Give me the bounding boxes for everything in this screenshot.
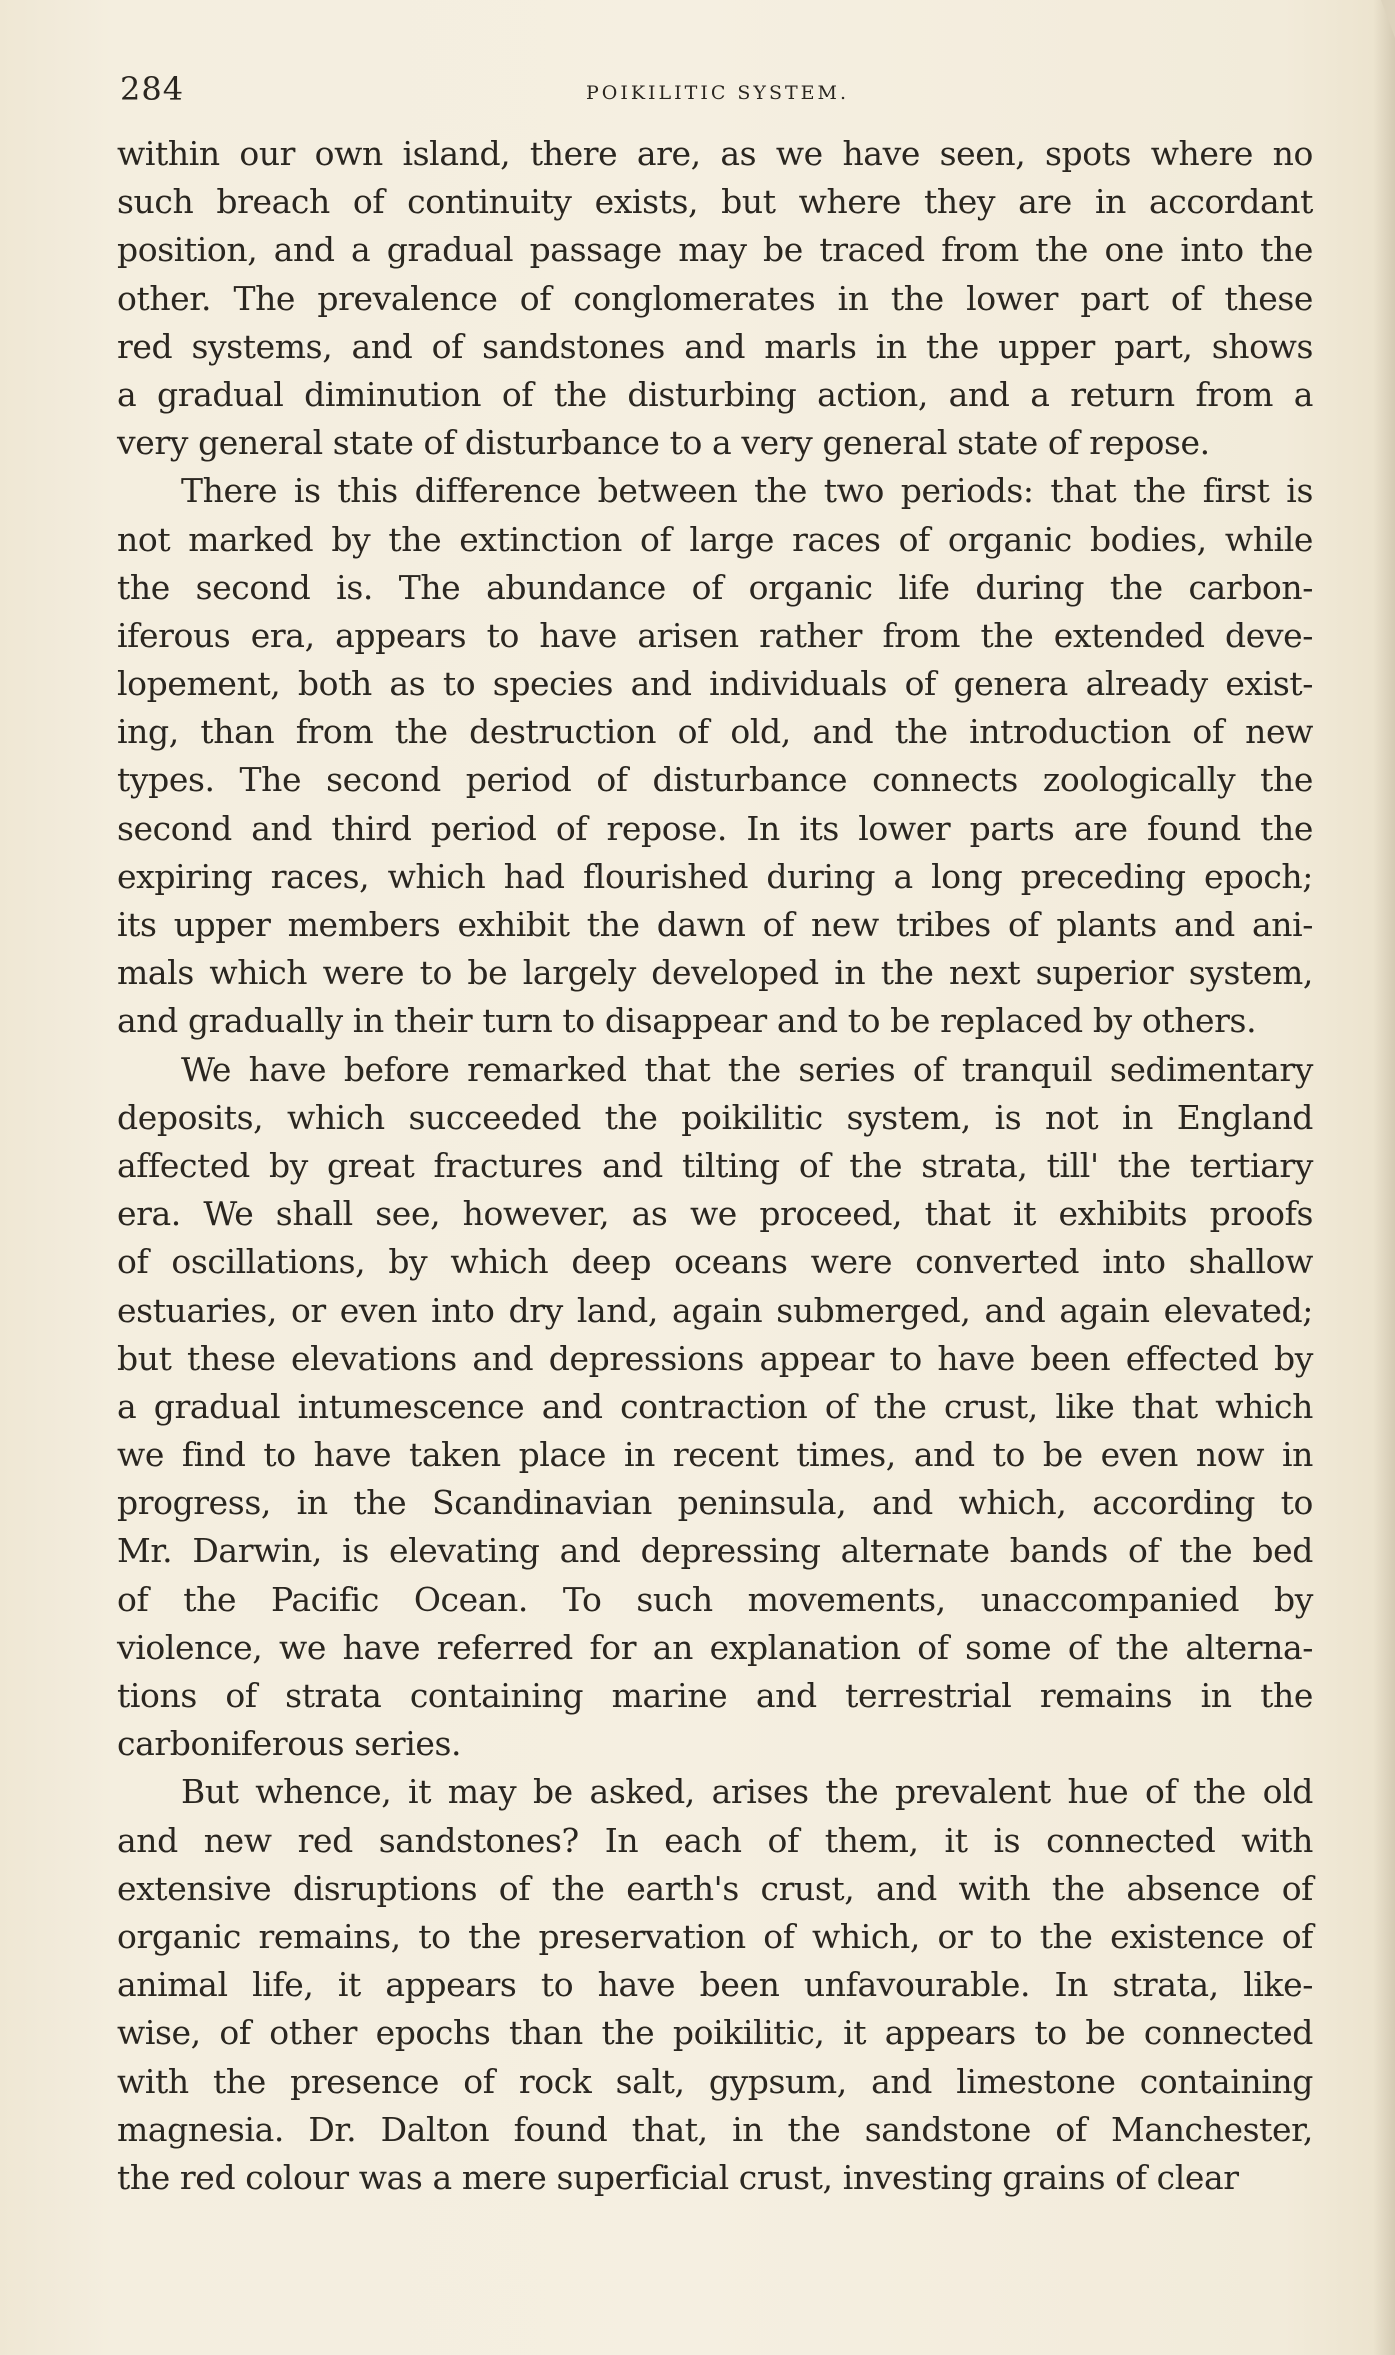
text-line: of oscillations, by which deep oceans were converted into shallow (117, 1242, 1313, 1282)
text-line: era. We shall see, however, as we proceed, that it exhibits proofs (117, 1194, 1313, 1234)
text-line: expiring races, which had flourished during a long preceding epoch; (117, 856, 1313, 896)
text-line: progress, in the Scandinavian peninsula, and which, according to (117, 1483, 1313, 1523)
text-line: wise, of other epochs than the poikilitic, it appears to be connected (117, 2013, 1313, 2053)
text-line: tions of strata containing marine and terrestrial remains in the (117, 1676, 1313, 1715)
paragraph (117, 130, 1313, 467)
text-line: its upper members exhibit the dawn of new tribes of plants and ani- (117, 905, 1313, 944)
text-line: the second is. The abundance of organic life during the carbon- (117, 567, 1313, 607)
running-title: POIKILITIC SYSTEM. (585, 82, 850, 104)
paragraph (117, 467, 1313, 1045)
text-line: Mr. Darwin, is elevating and depressing alternate bands of the bed (117, 1531, 1313, 1571)
text-line: and gradually in their turn to disappear and to be replaced by others. (117, 1001, 1257, 1041)
text-line: But whence, it may be asked, arises the prevalent hue of the old (181, 1772, 1313, 1812)
text-line: affected by great fractures and tilting of the strata, till' the tertiary (117, 1145, 1313, 1185)
text-line: iferous era, appears to have arisen rather from the extended deve- (117, 615, 1313, 655)
text-line: such breach of continuity exists, but where they are in accordant (117, 182, 1313, 222)
paragraph (117, 1768, 1313, 2202)
text-line: carboniferous series. (117, 1724, 462, 1764)
text-line: We have before remarked that the series of tranquil sedimentary (181, 1049, 1313, 1089)
text-line: extensive disruptions of the earth's crust, and with the absence of (117, 1868, 1313, 1908)
text-line: deposits, which succeeded the poikilitic system, is not in England (117, 1097, 1313, 1137)
text-line: ing, than from the destruction of old, and the introduction of new (117, 712, 1313, 752)
running-head (120, 70, 1315, 110)
text-line: within our own island, there are, as we have seen, spots where no (117, 134, 1313, 173)
text-line: animal life, it appears to have been unfavourable. In strata, like- (117, 1965, 1313, 2005)
text-line: There is this difference between the two periods: that the first is (181, 471, 1313, 511)
text-line: other. The prevalence of conglomerates in the lower part of these (117, 278, 1313, 318)
text-line: red systems, and of sandstones and marls in the upper part, shows (117, 326, 1313, 366)
text-line: very general state of disturbance to a very general state of repose. (117, 423, 1210, 463)
text-line: a gradual diminution of the disturbing action, and a return from a (117, 374, 1313, 414)
text-line: lopement, both as to species and individuals of genera already exist- (117, 664, 1313, 704)
text-line: not marked by the extinction of large races of organic bodies, while (117, 519, 1313, 559)
text-line: position, and a gradual passage may be traced from the one into the (117, 230, 1313, 270)
text-line: a gradual intumescence and contraction of the crust, like that which (117, 1386, 1313, 1426)
text-line: and new red sandstones? In each of them, it is connected with (117, 1820, 1313, 1860)
text-line: violence, we have referred for an explanation of some of the alterna- (117, 1627, 1313, 1667)
text-line: mals which were to be largely developed in the next superior system, (117, 953, 1313, 993)
text-line: but these elevations and depressions appear to have been effected by (117, 1338, 1313, 1378)
page-number: 284 (120, 70, 185, 108)
text-line: types. The second period of disturbance connects zoologically the (117, 760, 1313, 800)
text-line: of the Pacific Ocean. To such movements, unaccompanied by (117, 1579, 1313, 1619)
text-line: magnesia. Dr. Dalton found that, in the sandstone of Manchester, (117, 2109, 1313, 2149)
text-line: estuaries, or even into dry land, again submerged, and again elevated; (117, 1290, 1313, 1330)
text-line: second and third period of repose. In its lower parts are found the (117, 808, 1313, 848)
text-line: with the presence of rock salt, gypsum, and limestone containing (117, 2061, 1313, 2101)
page-corner-notch (1381, 0, 1395, 38)
paragraph (117, 1046, 1313, 1769)
page-edge-shadow (1373, 0, 1395, 2355)
body-text (117, 130, 1313, 2202)
text-line: organic remains, to the preservation of which, or to the existence of (117, 1916, 1313, 1956)
text-line: we find to have taken place in recent times, and to be even now in (117, 1435, 1313, 1475)
text-line: the red colour was a mere superficial crust, investing grains of clear (117, 2157, 1239, 2197)
